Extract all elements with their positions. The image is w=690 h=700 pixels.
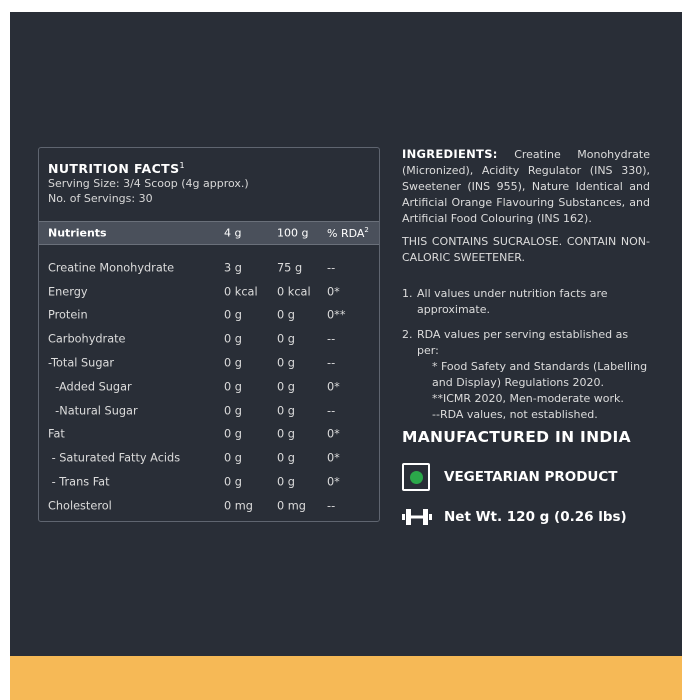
nutrition-header [39,148,379,206]
nutrient-name: - Trans Fat [48,475,110,489]
footnote-2 [402,327,650,423]
footnote-2-c: --RDA values, not established. [432,408,598,421]
value-per-100g: 0 g [277,332,295,346]
nutrient-name: -Added Sugar [48,380,132,394]
footnote-2-b: **ICMR 2020, Men-moderate work. [432,392,624,405]
ingredients-text: Creatine Monohydrate (Micronized), Acidity Regulator (INS 330), Sweetener (INS 955), Nature Identical and Artificial Orange Flavouring Substances, and Artificial Food Colouring (INS 162). [402,148,650,225]
nutrition-row [39,446,379,470]
nutrition-row [39,470,379,494]
net-weight [402,506,627,528]
rda-footnote: 2 [364,226,369,235]
nutrition-row [39,280,379,304]
col-per-serving: 4 g [224,226,242,240]
nutrient-name: - Saturated Fatty Acids [48,451,181,465]
value-per-serving: 0 g [224,451,242,465]
footnote-1-text: All values under nutrition facts are approximate. [417,287,608,316]
value-per-100g: 0 g [277,404,295,418]
title-footnote: 1 [179,161,186,170]
veg-dot [410,471,423,484]
nutrition-row [39,351,379,375]
rda-value: 0* [327,427,340,441]
net-weight-label: Net Wt. 120 g (0.26 lbs) [444,509,627,525]
nutrient-name: -Natural Sugar [48,404,138,418]
nutrient-name: Fat [48,427,65,441]
footnote-2-number: 2. [402,328,413,341]
dumbbell-icon [402,508,432,526]
footnote-1-number: 1. [402,287,413,300]
nutrition-facts-table [38,147,380,522]
nutrition-title [48,161,379,176]
value-per-100g: 75 g [277,261,303,275]
value-per-serving: 0 g [224,427,242,441]
rda-value: 0* [327,451,340,465]
value-per-serving: 0 g [224,356,242,370]
rda-value: -- [327,332,336,346]
nutrition-row [39,494,379,518]
nutrient-name: Cholesterol [48,499,112,513]
ingredients-label: INGREDIENTS: [402,147,498,161]
value-per-100g: 0 g [277,308,295,322]
nutrition-row [39,399,379,423]
nutrition-rows [39,256,379,518]
rda-value: 0* [327,285,340,299]
rda-value: -- [327,356,336,370]
value-per-serving: 3 g [224,261,242,275]
rda-value: 0* [327,475,340,489]
serving-size: Serving Size: 3/4 Scoop (4g approx.) [48,177,249,191]
footnote-2-a: * Food Safety and Standards (Labelling and Display) Regulations 2020. [432,360,648,389]
value-per-100g: 0 g [277,380,295,394]
vegetarian-badge [402,462,618,492]
rda-value: 0** [327,308,346,322]
nutrition-row [39,256,379,280]
nutrient-name: Carbohydrate [48,332,126,346]
value-per-serving: 0 kcal [224,285,258,299]
value-per-100g: 0 g [277,356,295,370]
vegetarian-label: VEGETARIAN PRODUCT [444,469,618,485]
col-rda [327,226,369,240]
rda-value: 0* [327,380,340,394]
nutrition-row [39,327,379,351]
value-per-serving: 0 g [224,332,242,346]
footnote-2-text: RDA values per serving established as per: [417,328,629,357]
value-per-serving: 0 mg [224,499,253,513]
manufactured-in: MANUFACTURED IN INDIA [402,428,631,446]
veg-symbol-icon [402,463,430,491]
nutrient-name: -Total Sugar [48,356,115,370]
value-per-100g: 0 kcal [277,285,311,299]
rda-value: -- [327,261,336,275]
col-nutrients: Nutrients [48,226,107,240]
rda-value: -- [327,499,336,513]
value-per-100g: 0 g [277,475,295,489]
col-rda-label: % RDA [327,226,365,240]
rda-value: -- [327,404,336,418]
sweetener-warning: THIS CONTAINS SUCRALOSE. CONTAIN NON-CALORIC SWEETENER. [402,235,650,264]
ingredients-block [402,146,650,227]
col-per-100g: 100 g [277,226,309,240]
nutrient-name: Energy [48,285,88,299]
nutrition-row [39,375,379,399]
value-per-serving: 0 g [224,380,242,394]
nutrition-title-text: NUTRITION FACTS [48,161,180,177]
nutrition-row [39,423,379,447]
footnote-1 [402,286,650,318]
nutrition-column-header [39,221,379,245]
value-per-100g: 0 mg [277,499,306,513]
value-per-serving: 0 g [224,308,242,322]
nutrition-row [39,304,379,328]
value-per-serving: 0 g [224,404,242,418]
value-per-100g: 0 g [277,451,295,465]
nutrient-name: Creatine Monohydrate [48,261,175,275]
value-per-100g: 0 g [277,427,295,441]
nutrient-name: Protein [48,308,88,322]
value-per-serving: 0 g [224,475,242,489]
servings-count: No. of Servings: 30 [48,192,153,206]
accent-band [10,656,682,700]
footnotes [402,286,650,423]
